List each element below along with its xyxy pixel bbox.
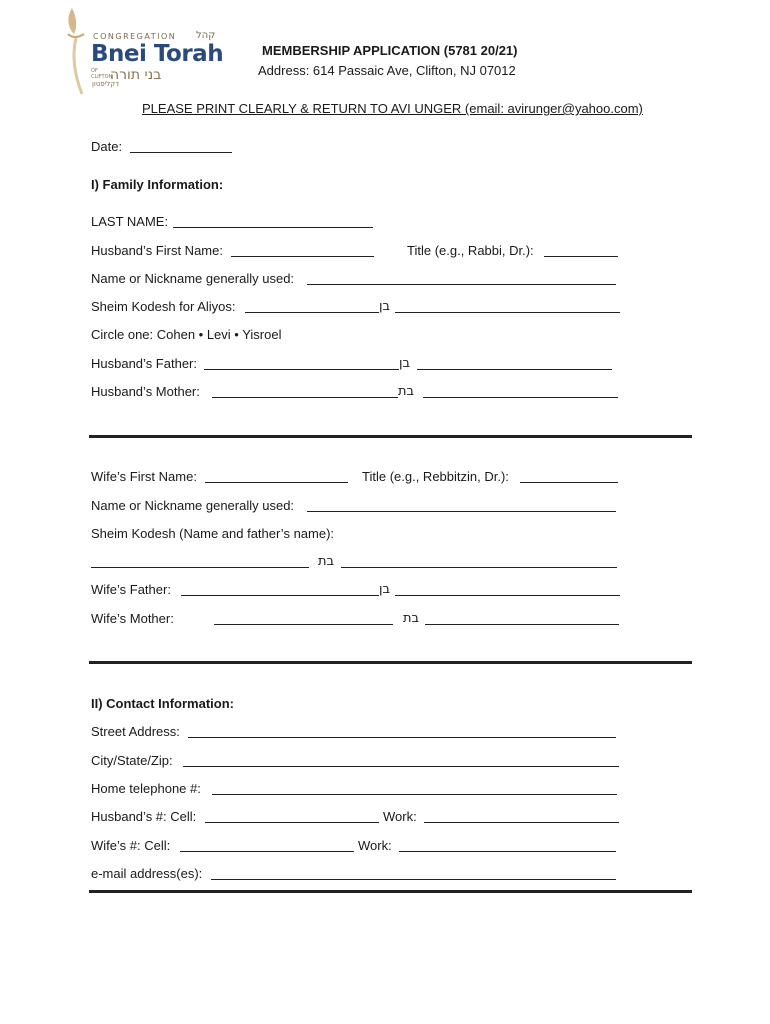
logo-hebrew-top: קהל: [196, 30, 216, 41]
husband-cell-label: Husband’s #: Cell:: [91, 809, 197, 824]
husband-work-label: Work:: [383, 809, 417, 824]
wife-cell-field[interactable]: [180, 851, 354, 852]
section-divider: [89, 435, 692, 438]
husband-work-field[interactable]: [424, 822, 619, 823]
return-instruction: PLEASE PRINT CLEARLY & RETURN TO AVI UNGER (email: avirunger@yahoo.com): [142, 101, 643, 116]
ben-label: בן: [399, 356, 411, 371]
husband-father-field[interactable]: [204, 369, 399, 370]
city-state-zip-label: City/State/Zip:: [91, 753, 173, 768]
city-state-zip-field[interactable]: [183, 766, 619, 767]
sheim-kodesh-aliyos-field[interactable]: [245, 312, 379, 313]
wife-mother-label: Wife’s Mother:: [91, 611, 174, 626]
street-address-label: Street Address:: [91, 724, 180, 739]
logo-congregation-text: CONGREGATION: [93, 32, 177, 41]
wife-sheim-kodesh-father-field[interactable]: [341, 567, 617, 568]
wife-sheim-kodesh-label: Sheim Kodesh (Name and father’s name):: [91, 526, 335, 541]
home-telephone-field[interactable]: [212, 794, 617, 795]
address: Address: 614 Passaic Ave, Clifton, NJ 07012: [258, 63, 516, 78]
husband-nickname-field[interactable]: [307, 284, 616, 285]
wife-mother-hebrew-field[interactable]: [425, 624, 619, 625]
street-address-field[interactable]: [188, 737, 616, 738]
wife-work-label: Work:: [358, 838, 392, 853]
email-label: e-mail address(es):: [91, 866, 203, 881]
last-name-label: LAST NAME:: [91, 214, 169, 229]
wife-mother-field[interactable]: [214, 624, 393, 625]
date-label: Date:: [91, 139, 123, 154]
wife-father-label: Wife’s Father:: [91, 582, 171, 597]
sheim-kodesh-aliyos-label: Sheim Kodesh for Aliyos:: [91, 299, 236, 314]
wife-first-name-label: Wife’s First Name:: [91, 469, 197, 484]
form-title: MEMBERSHIP APPLICATION (5781 20/21): [262, 43, 518, 58]
husband-cell-field[interactable]: [205, 822, 379, 823]
bas-label: בת: [403, 611, 420, 626]
wife-title-label: Title (e.g., Rebbitzin, Dr.):: [362, 469, 509, 484]
date-field[interactable]: [130, 152, 232, 153]
contact-heading: II) Contact Information:: [91, 696, 234, 711]
sheim-kodesh-father-field[interactable]: [395, 312, 620, 313]
husband-father-hebrew-field[interactable]: [417, 369, 612, 370]
email-field[interactable]: [211, 879, 616, 880]
home-telephone-label: Home telephone #:: [91, 781, 201, 796]
wife-work-field[interactable]: [399, 851, 616, 852]
wife-title-field[interactable]: [520, 482, 618, 483]
section-divider: [89, 661, 692, 664]
husband-first-name-label: Husband’s First Name:: [91, 243, 223, 258]
husband-title-label: Title (e.g., Rabbi, Dr.):: [407, 243, 534, 258]
ben-label: בן: [379, 582, 391, 597]
wife-cell-label: Wife’s #: Cell:: [91, 838, 171, 853]
wife-father-hebrew-field[interactable]: [395, 595, 620, 596]
wife-sheim-kodesh-field[interactable]: [91, 567, 309, 568]
wife-father-field[interactable]: [181, 595, 379, 596]
logo-hebrew-sub: דקליפטון: [92, 80, 120, 88]
husband-father-label: Husband’s Father:: [91, 356, 197, 371]
ben-label: בן: [379, 299, 391, 314]
section-divider: [89, 890, 692, 893]
bas-label: בת: [398, 384, 415, 399]
husband-mother-hebrew-field[interactable]: [423, 397, 618, 398]
family-heading: I) Family Information:: [91, 177, 224, 192]
logo-name: Bnei Torah: [91, 41, 224, 67]
husband-nickname-label: Name or Nickname generally used:: [91, 271, 295, 286]
congregation-logo: [58, 4, 228, 96]
husband-first-name-field[interactable]: [231, 256, 374, 257]
last-name-field[interactable]: [173, 227, 373, 228]
wife-first-name-field[interactable]: [205, 482, 348, 483]
bas-label: בת: [318, 554, 335, 569]
husband-mother-field[interactable]: [212, 397, 398, 398]
logo-of-clifton: OF CLIFTON: [91, 68, 113, 80]
circle-one-label: Circle one: Cohen • Levi • Yisroel: [91, 327, 282, 342]
husband-title-field[interactable]: [544, 256, 618, 257]
logo-hebrew-name: בני תורה: [110, 67, 162, 83]
wife-nickname-field[interactable]: [307, 511, 616, 512]
wife-nickname-label: Name or Nickname generally used:: [91, 498, 295, 513]
husband-mother-label: Husband’s Mother:: [91, 384, 200, 399]
